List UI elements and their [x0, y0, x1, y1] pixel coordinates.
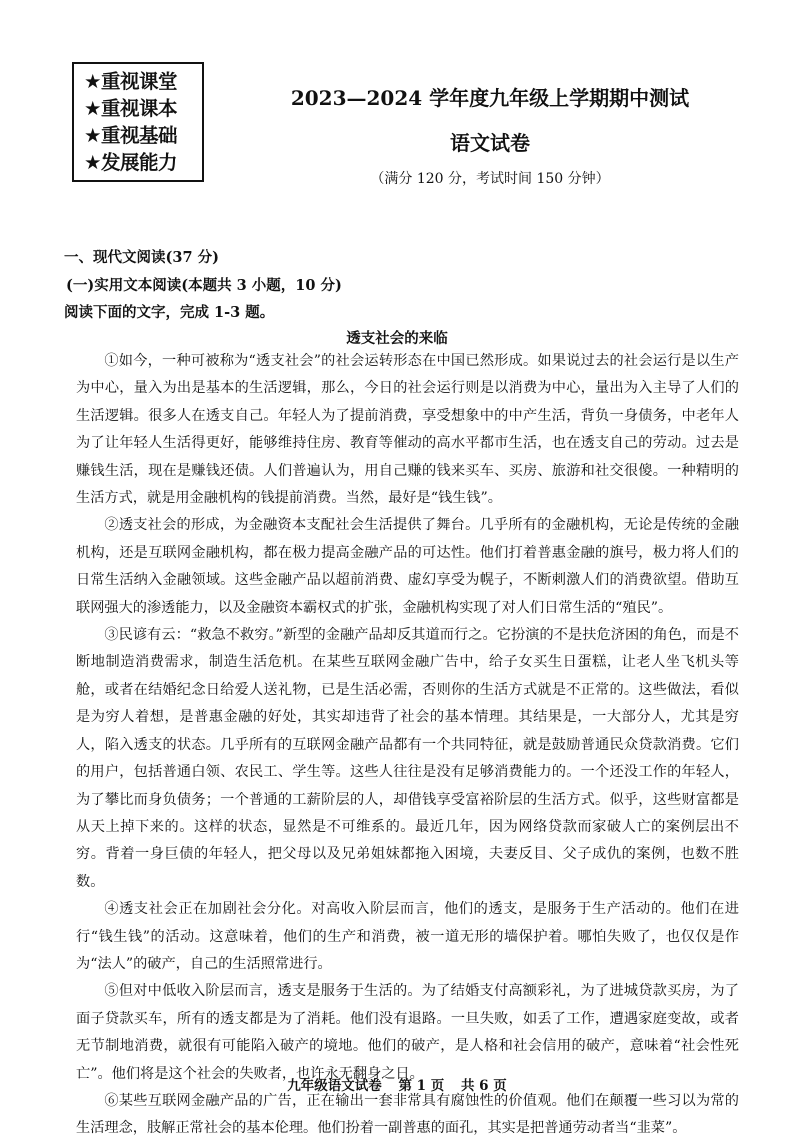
article-title: 透支社会的来临: [346, 330, 448, 347]
section-heading: 一、现代文阅读(37 分): [64, 249, 219, 266]
article-paragraph: ④透支社会正在加剧社会分化。对高收入阶层而言，他们的透支，是服务于生产活动的。他们在进行“钱生钱”的活动。这意味着，他们的生产和消费，被一道无形的墙保护着。哪怕失败了，也仅仅是作为“法人”的破产，自己的生活照常进行。: [76, 901, 739, 972]
slogan-line: ★重视课本: [84, 97, 177, 120]
article-body: [76, 348, 739, 1143]
article-paragraph: ①如今，一种可被称为“透支社会”的社会运转形态在中国已然形成。如果说过去的社会运行是以生产为中心，量入为出是基本的生活逻辑，那么，今日的社会运行则是以消费为中心，量出为入主导了人们的生活逻辑。很多人在透支自己。年轻人为了提前消费，享受想象中的中产生活，背负一身债务，中老年人为了让年轻人生活得更好，能够维持住房、教育等催动的高水平都市生活，也在透支自己的劳动。过去是赚钱生活，现在是赚钱还债。人们普遍认为，用自己赚的钱来买车、买房、旅游和社交很傻。一种精明的生活方式，就是用金融机构的钱提前消费。当然，最好是“钱生钱”。: [76, 353, 739, 507]
slogan-line: ★重视基础: [84, 124, 177, 147]
footer-page-total: 共 6 页: [460, 1078, 507, 1094]
section-subheading: (一)实用文本阅读(本题共 3 小题，10 分): [66, 277, 342, 294]
page-footer: [0, 1074, 794, 1094]
slogan-box: [72, 62, 204, 182]
exam-note: （满分 120 分，考试时间 150 分钟）: [370, 171, 610, 187]
article-paragraph: ⑤但对中低收入阶层而言，透支是服务于生活的。为了结婚支付高额彩礼，为了进城贷款买房，为了面子贷款买车，所有的透支都是为了消耗。他们没有退路。一旦失败，如丢了工作，遭遇家庭变故，或者无节制地消费，就很有可能陷入破产的境地。他们的破产，是人格和社会信用的破产，意味着“社会性死亡”。他们将是这个社会的失败者，也许永无翻身之日。: [76, 983, 739, 1082]
article-paragraph: ⑥某些互联网金融产品的广告，正在输出一套非常具有腐蚀性的价值观。他们在颠覆一些习以为常的生活理念，肢解正常社会的基本伦理。他们扮着一副普惠的面孔，其实是把普通劳动者当“韭菜”。: [76, 1092, 739, 1137]
slogan-line: ★发展能力: [84, 151, 177, 174]
article-paragraph: ②透支社会的形成，为金融资本支配社会生活提供了舞台。几乎所有的金融机构，无论是传统的金融机构，还是互联网金融机构，都在极力提高金融产品的可达性。他们打着普惠金融的旗号，极力将人们的日常生活纳入金融领域。这些金融产品以超前消费、虚幻享受为幌子，不断刺激人们的消费欲望。借助互联网强大的渗透能力，以及金融资本霸权式的扩张，金融机构实现了对人们日常生活的“殖民”。: [76, 517, 739, 616]
footer-exam-name: 九年级语文试卷: [287, 1078, 382, 1094]
exam-title: 2023—2024 学年度九年级上学期期中测试: [290, 86, 690, 110]
reading-instruction: 阅读下面的文字，完成 1-3 题。: [64, 304, 275, 321]
article-paragraph: ③民谚有云：“救急不救穷。”新型的金融产品却反其道而行之。它扮演的不是扶危济困的角色，而是不断地制造消费需求，制造生活危机。在某些互联网金融广告中，给子女买生日蛋糕，让老人坐飞机头等舱，或者在结婚纪念日给爱人送礼物，已是生活必需，否则你的生活方式就是不正常的。这些做法，看似是为穷人着想，是普惠金融的好处，其实却违背了社会的基本情理。其结果是，一大部分人，尤其是穷人，陷入透支的状态。几乎所有的互联网金融产品都有一个共同特征，就是鼓励普通民众贷款消费。它们的用户，包括普通白领、农民工、学生等。这些人往往是没有足够消费能力的。一个还没工作的年轻人，为了攀比而身负债务；一个普通的工薪阶层的人，却借钱享受富裕阶层的生活方式。似乎，这些财富都是从天上掉下来的。这样的状态，显然是不可维系的。最近几年，因为网络贷款而家破人亡的案例层出不穷。背着一身巨债的年轻人，把父母以及兄弟姐妹都拖入困境，夫妻反目、父子成仇的案例，也数不胜数。: [76, 627, 739, 890]
footer-page-number: 第 1 页: [398, 1078, 445, 1094]
exam-subtitle: 语文试卷: [450, 131, 530, 155]
slogan-line: ★重视课堂: [84, 70, 177, 93]
